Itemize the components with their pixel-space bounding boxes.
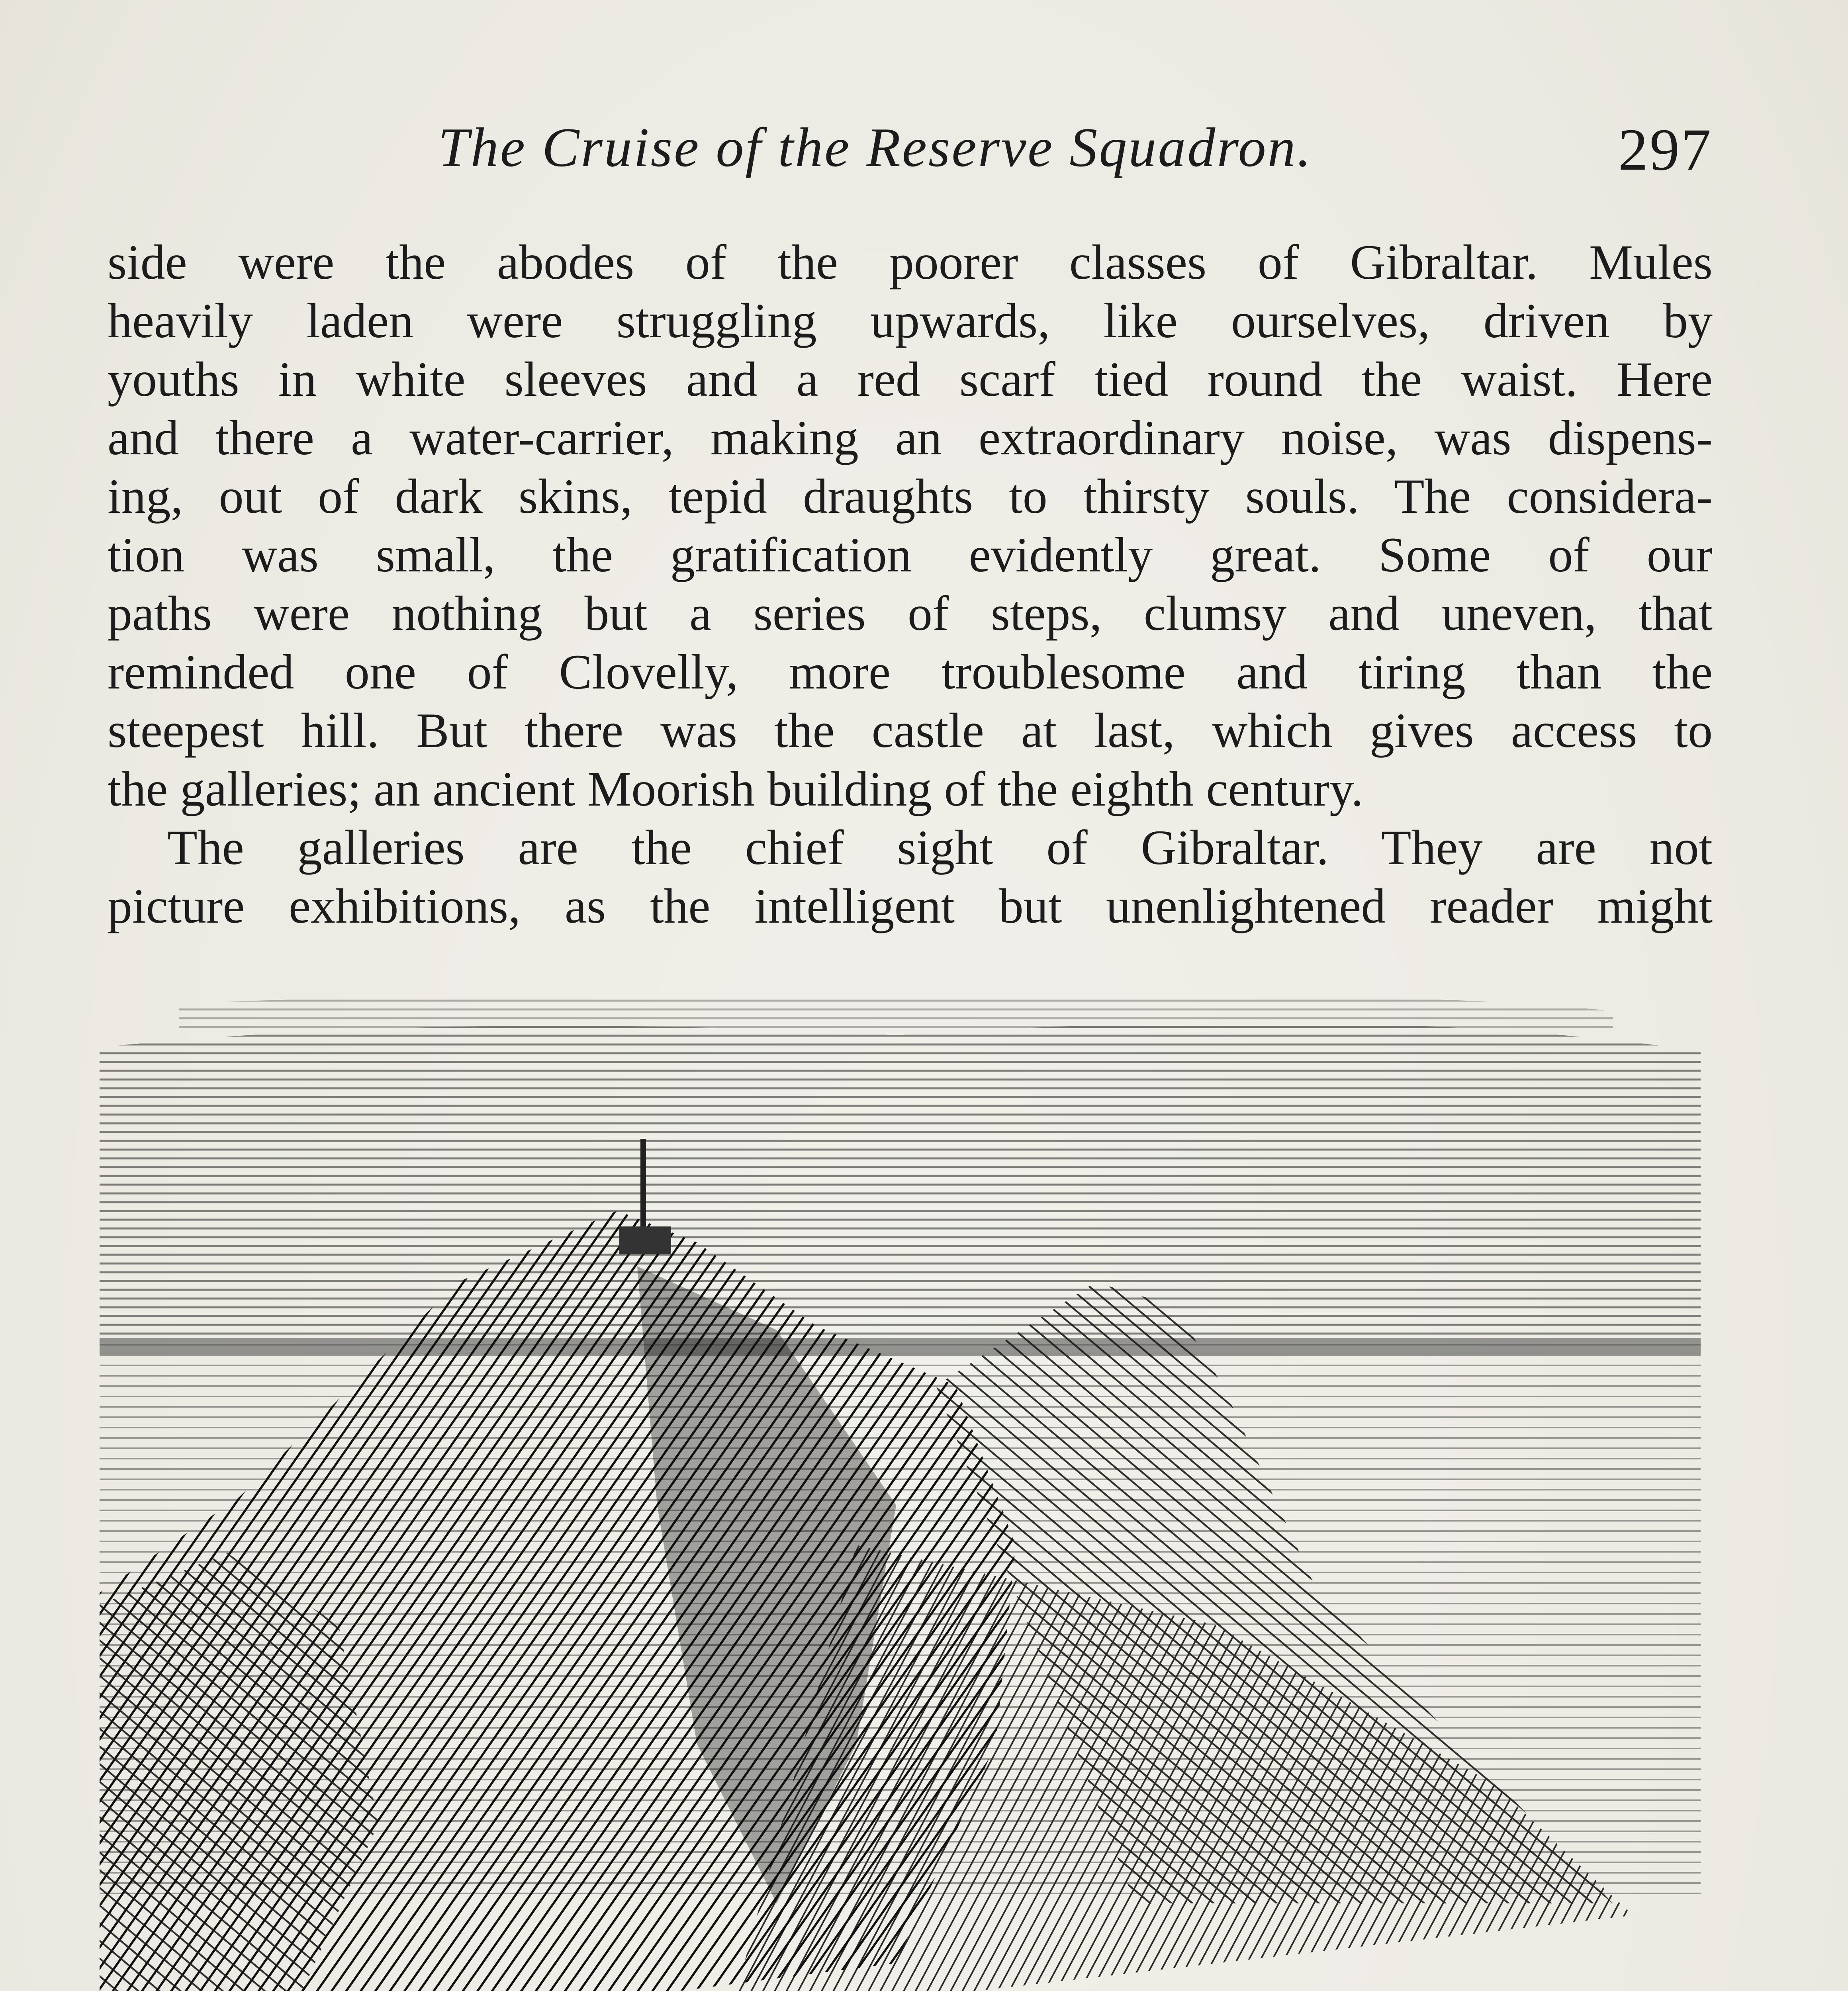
body-text-top: [108, 233, 1713, 935]
text-line: steepest hill. But there was the castle at last, which gives access to: [108, 703, 1713, 758]
engraving-image: [100, 988, 1701, 1991]
running-title: The Cruise of the Reserve Squadron.: [438, 117, 1313, 178]
text-line: The galleries are the chief sight of Gibraltar. They are not: [167, 820, 1713, 875]
watch-tower-illustration: [100, 988, 1701, 1991]
text-line: the galleries; an ancient Moorish building of the eighth century.: [108, 762, 1364, 816]
text-line: and there a water-carrier, making an extraordinary noise, was dispens-: [108, 411, 1713, 465]
text-line: picture exhibitions, as the intelligent but unenlightened reader might: [108, 879, 1713, 933]
text-line: heavily laden were struggling upwards, like ourselves, driven by: [108, 293, 1713, 348]
running-header: [438, 115, 1713, 195]
text-line: tion was small, the gratification evidently great. Some of our: [108, 528, 1713, 582]
text-line: ing, out of dark skins, tepid draughts to thirsty souls. The considera-: [108, 469, 1713, 524]
text-line: youths in white sleeves and a red scarf tied round the waist. Here: [108, 352, 1713, 407]
text-line: side were the abodes of the poorer classes of Gibraltar. Mules: [108, 235, 1713, 289]
text-line: reminded one of Clovelly, more troublesome and tiring than the: [108, 645, 1713, 699]
page-number: 297: [1618, 117, 1713, 183]
text-line: paths were nothing but a series of steps, clumsy and uneven, that: [108, 586, 1713, 641]
